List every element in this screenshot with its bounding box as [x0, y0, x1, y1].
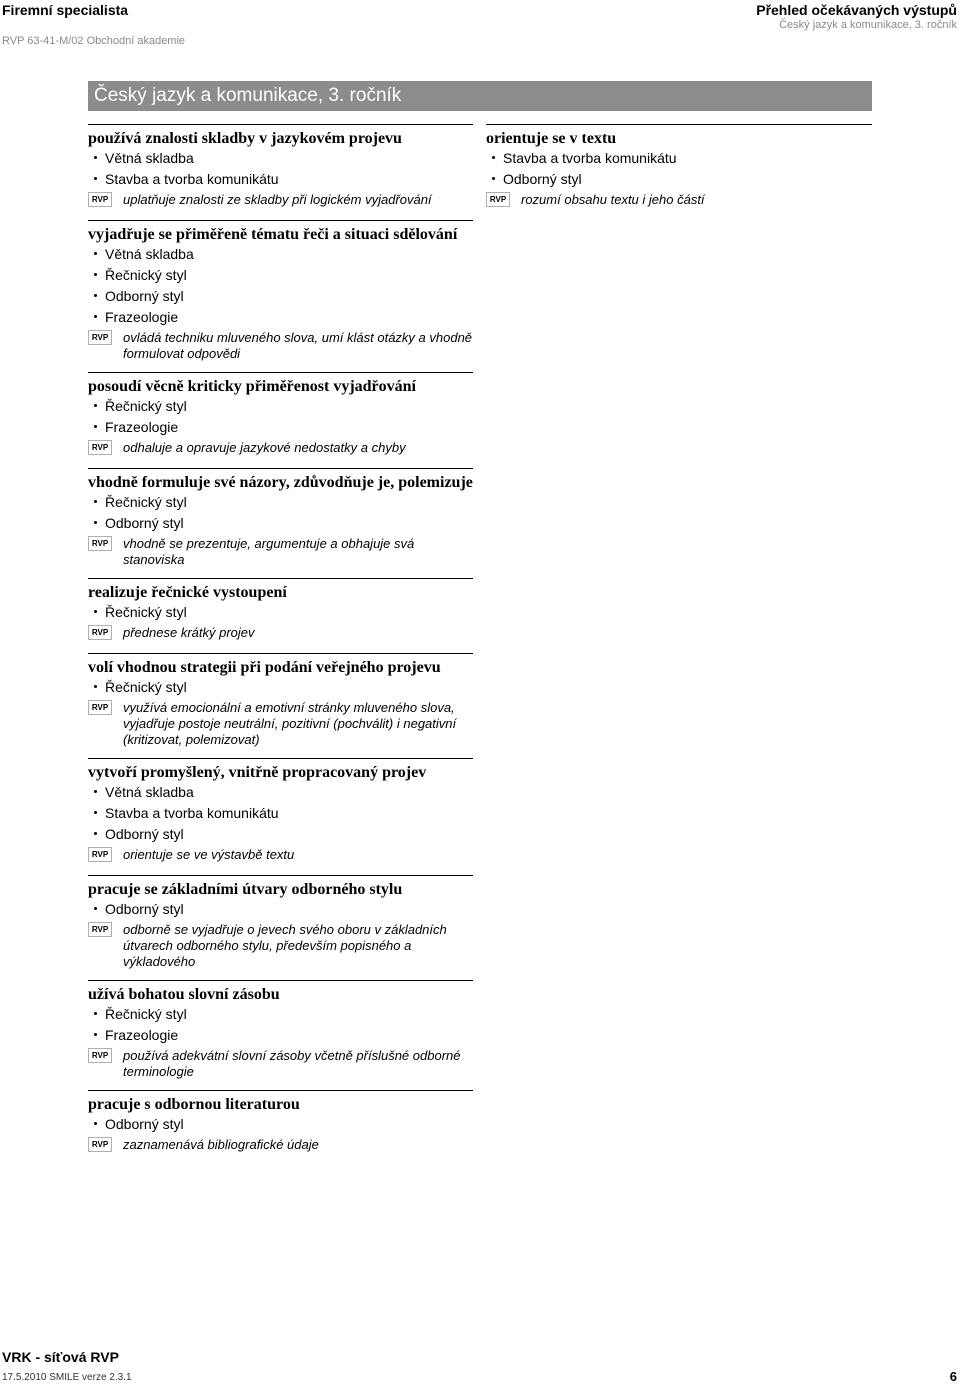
topic-item — [486, 169, 872, 190]
rvp-outcome — [88, 623, 473, 643]
outcome-block — [88, 653, 473, 758]
rvp-badge-icon: RVP — [88, 536, 112, 551]
outcome-block — [88, 758, 473, 875]
outcome-block — [88, 980, 473, 1090]
topic-item — [88, 307, 473, 328]
outcome-block — [88, 468, 473, 578]
rvp-outcome — [88, 534, 473, 568]
rvp-outcome — [88, 1046, 473, 1080]
outcome-block — [88, 372, 473, 468]
rvp-outcome-text: ovládá techniku mluveného slova, umí klást otázky a vhodně formulovat odpovědi — [123, 330, 473, 361]
left-column — [88, 124, 473, 1165]
page-number: 6 — [949, 1369, 957, 1384]
rvp-badge-icon: RVP — [88, 922, 112, 937]
footer-meta: 17.5.2010 SMILE verze 2.3.1 — [2, 1372, 132, 1383]
document-title: Firemní specialista — [2, 2, 129, 18]
bullet-icon — [492, 177, 495, 180]
rvp-outcome — [88, 845, 473, 865]
bullet-icon — [94, 790, 97, 793]
outcome-block — [88, 124, 473, 220]
topic-item — [486, 148, 872, 169]
topic-item — [88, 148, 473, 169]
bullet-icon — [94, 500, 97, 503]
outcome-goal: pracuje se základními útvary odborného stylu — [88, 881, 403, 898]
topic-label: Frazeologie — [105, 1027, 179, 1043]
bullet-icon — [94, 315, 97, 318]
rvp-badge-icon: RVP — [88, 625, 112, 640]
section-subtitle: Český jazyk a komunikace, 3. ročník — [779, 19, 957, 31]
topic-item — [88, 899, 473, 920]
outcome-block — [88, 1090, 473, 1165]
bullet-icon — [94, 610, 97, 613]
outcome-block — [88, 220, 473, 372]
outcome-goal: pracuje s odbornou literaturou — [88, 1096, 300, 1113]
rvp-outcome-text: odborně se vyjadřuje o jevech svého oboru v základních útvarech odborného stylu, především popisného a výkladového — [123, 922, 447, 969]
topic-item — [88, 396, 473, 417]
topic-label: Řečnický styl — [105, 494, 187, 510]
outcome-goal: vyjadřuje se přiměřeně tématu řeči a situaci sdělování — [88, 226, 458, 243]
rvp-outcome — [88, 438, 473, 458]
bullet-icon — [94, 425, 97, 428]
topic-label: Řečnický styl — [105, 1006, 187, 1022]
rvp-outcome-text: orientuje se ve výstavbě textu — [123, 847, 295, 862]
topic-item — [88, 782, 473, 803]
bullet-icon — [94, 907, 97, 910]
rvp-badge-icon: RVP — [88, 330, 112, 345]
rvp-outcome-text: zaznamenává bibliografické údaje — [123, 1137, 319, 1152]
bullet-icon — [94, 811, 97, 814]
topic-item — [88, 492, 473, 513]
topic-label: Stavba a tvorba komunikátu — [503, 150, 677, 166]
outcome-goal: orientuje se v textu — [486, 130, 617, 147]
bullet-icon — [94, 521, 97, 524]
outcome-block — [486, 124, 872, 220]
topic-label: Frazeologie — [105, 309, 179, 325]
topic-item — [88, 1004, 473, 1025]
outcome-block — [88, 875, 473, 980]
footer-label: VRK - síťová RVP — [2, 1349, 119, 1365]
document-subtitle: RVP 63-41-M/02 Obchodní akademie — [2, 35, 186, 47]
bullet-icon — [94, 404, 97, 407]
topic-item — [88, 602, 473, 623]
topic-label: Odborný styl — [105, 515, 184, 531]
outcome-goal: vytvoří promyšlený, vnitřně propracovaný projev — [88, 764, 427, 781]
outcome-block — [88, 578, 473, 653]
rvp-badge-icon: RVP — [486, 192, 510, 207]
topic-label: Řečnický styl — [105, 398, 187, 414]
topic-label: Stavba a tvorba komunikátu — [105, 171, 279, 187]
rvp-outcome-text: uplatňuje znalosti ze skladby při logickém vyjadřování — [123, 192, 432, 207]
topic-label: Odborný styl — [105, 901, 184, 917]
bullet-icon — [492, 156, 495, 159]
section-title: Přehled očekávaných výstupů — [756, 2, 957, 18]
topic-label: Odborný styl — [105, 1116, 184, 1132]
outcome-goal: realizuje řečnické vystoupení — [88, 584, 287, 601]
bullet-icon — [94, 177, 97, 180]
topic-item — [88, 417, 473, 438]
rvp-outcome — [486, 190, 872, 210]
bullet-icon — [94, 294, 97, 297]
rvp-outcome-text: používá adekvátní slovní zásoby včetně příslušné odborné terminologie — [123, 1048, 461, 1079]
bullet-icon — [94, 273, 97, 276]
topic-item — [88, 265, 473, 286]
topic-label: Odborný styl — [503, 171, 582, 187]
right-column — [486, 124, 872, 220]
topic-label: Odborný styl — [105, 826, 184, 842]
topic-item — [88, 803, 473, 824]
rvp-outcome — [88, 190, 473, 210]
topic-item — [88, 169, 473, 190]
outcome-goal: volí vhodnou strategii při podání veřejného projevu — [88, 659, 441, 676]
bullet-icon — [94, 1033, 97, 1036]
rvp-outcome-text: odhaluje a opravuje jazykové nedostatky a chyby — [123, 440, 406, 455]
topic-item — [88, 286, 473, 307]
rvp-outcome-text: rozumí obsahu textu i jeho částí — [521, 192, 705, 207]
topic-label: Větná skladba — [105, 150, 194, 166]
topic-label: Řečnický styl — [105, 267, 187, 283]
rvp-outcome — [88, 1135, 473, 1155]
outcome-goal: používá znalosti skladby v jazykovém projevu — [88, 130, 402, 147]
rvp-badge-icon: RVP — [88, 700, 112, 715]
topic-label: Frazeologie — [105, 419, 179, 435]
rvp-outcome-text: vhodně se prezentuje, argumentuje a obhajuje svá stanoviska — [123, 536, 415, 567]
bullet-icon — [94, 832, 97, 835]
topic-item — [88, 1114, 473, 1135]
topic-label: Řečnický styl — [105, 604, 187, 620]
outcome-goal: užívá bohatou slovní zásobu — [88, 986, 280, 1003]
topic-label: Větná skladba — [105, 784, 194, 800]
rvp-outcome — [88, 328, 473, 362]
topic-item — [88, 1025, 473, 1046]
rvp-outcome-text: přednese krátký projev — [123, 625, 255, 640]
subject-banner: Český jazyk a komunikace, 3. ročník — [88, 81, 872, 111]
bullet-icon — [94, 1012, 97, 1015]
bullet-icon — [94, 156, 97, 159]
bullet-icon — [94, 1122, 97, 1125]
rvp-badge-icon: RVP — [88, 192, 112, 207]
topic-label: Větná skladba — [105, 246, 194, 262]
topic-item — [88, 513, 473, 534]
topic-label: Řečnický styl — [105, 679, 187, 695]
outcome-goal: posoudí věcně kriticky přiměřenost vyjadřování — [88, 378, 416, 395]
rvp-badge-icon: RVP — [88, 1137, 112, 1152]
topic-item — [88, 244, 473, 265]
bullet-icon — [94, 685, 97, 688]
rvp-outcome — [88, 920, 473, 970]
rvp-badge-icon: RVP — [88, 1048, 112, 1063]
topic-item — [88, 824, 473, 845]
topic-label: Odborný styl — [105, 288, 184, 304]
rvp-badge-icon: RVP — [88, 847, 112, 862]
rvp-badge-icon: RVP — [88, 440, 112, 455]
rvp-outcome — [88, 698, 473, 748]
topic-item — [88, 677, 473, 698]
outcome-goal: vhodně formuluje své názory, zdůvodňuje je, polemizuje — [88, 474, 473, 491]
bullet-icon — [94, 252, 97, 255]
rvp-outcome-text: využívá emocionální a emotivní stránky mluveného slova, vyjadřuje postoje neutrální, pozitivní (pochválit) i negativní (kritizovat, polemizovat) — [123, 700, 457, 747]
topic-label: Stavba a tvorba komunikátu — [105, 805, 279, 821]
